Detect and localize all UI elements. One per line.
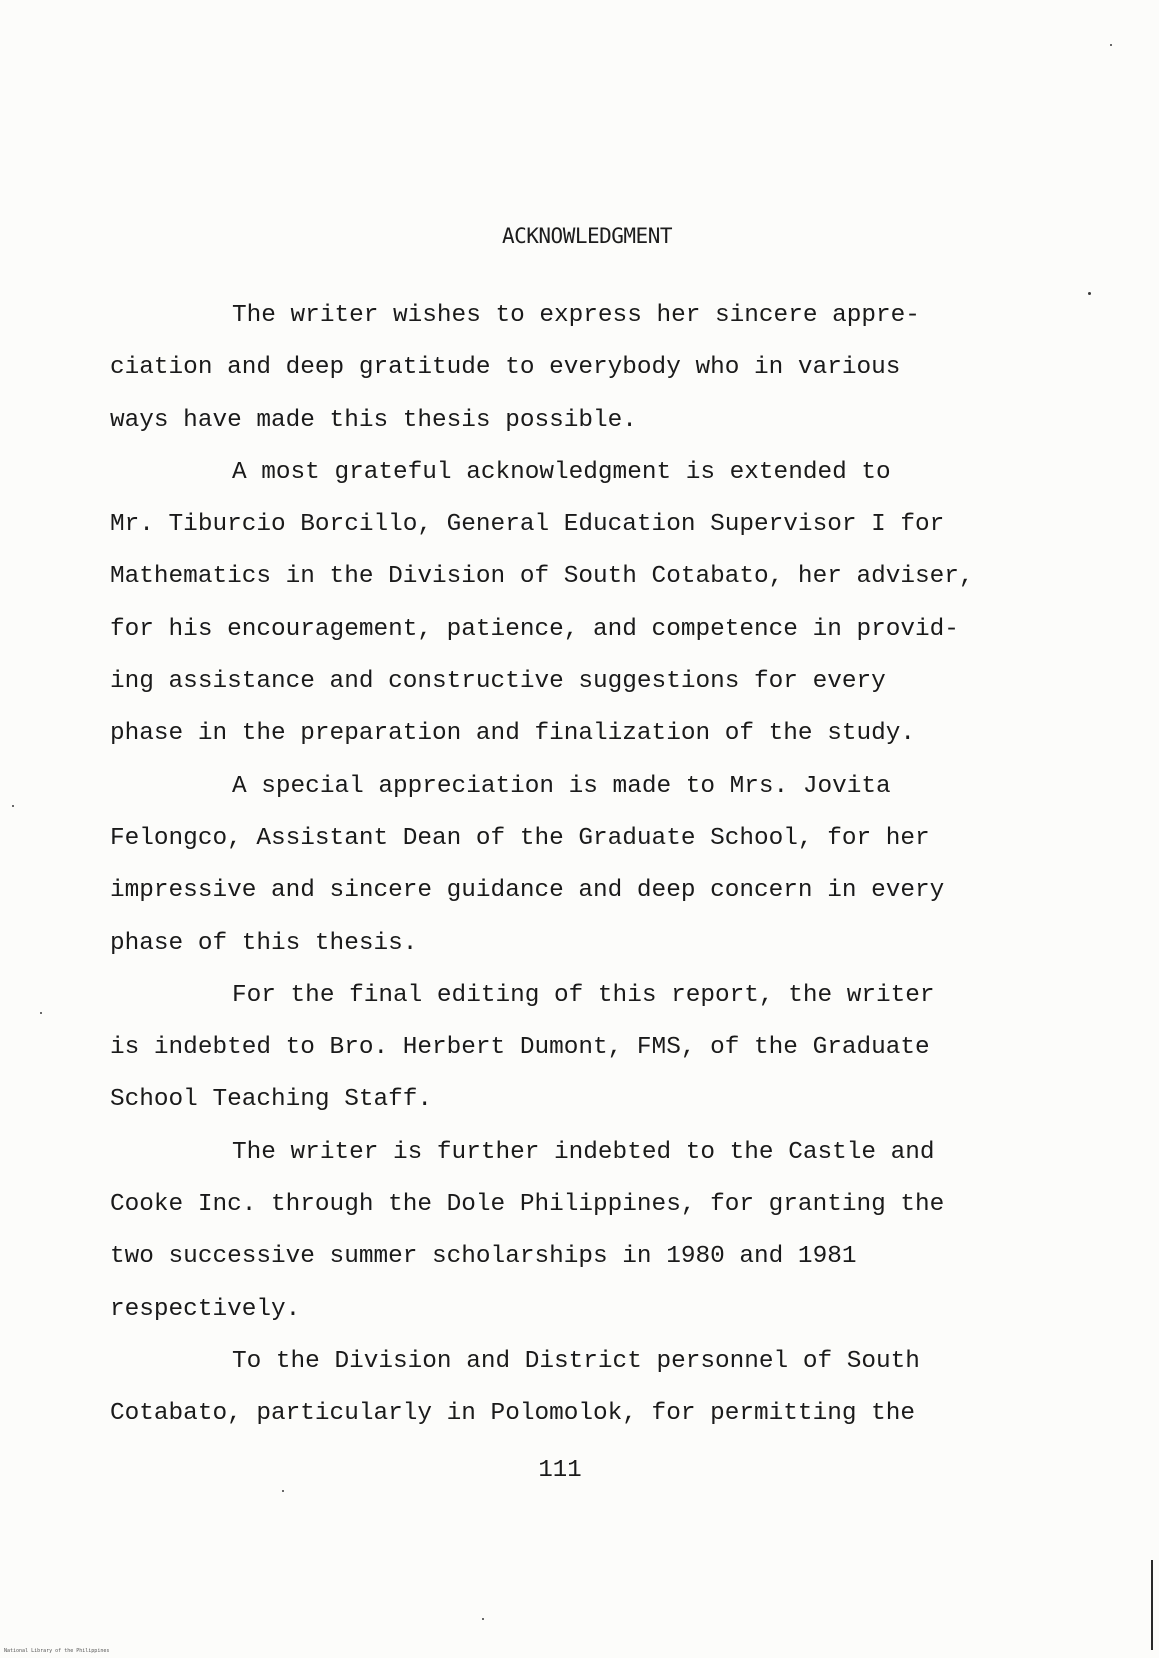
text-line: A special appreciation is made to Mrs. Jovita [232,772,891,800]
text-line: for his encouragement, patience, and competence in provid- [110,615,959,643]
text-line: ing assistance and constructive suggestions for every [110,668,886,696]
scan-speck [1088,292,1091,295]
text-line: respectively. [110,1295,301,1323]
text-line: is indebted to Bro. Herbert Dumont, FMS, of the Graduate [110,1034,930,1062]
text-line: phase of this thesis. [110,929,418,957]
text-line: Mathematics in the Division of South Cotabato, her adviser, [110,563,974,591]
text-line: impressive and sincere guidance and deep concern in every [110,877,945,905]
acknowledgment-body [110,290,1050,1441]
scan-speck [40,1012,42,1014]
scan-speck [482,1618,484,1620]
text-line: two successive summer scholarships in 1980 and 1981 [110,1243,857,1271]
text-line: School Teaching Staff. [110,1086,433,1114]
library-footer-mark: National Library of the Philippines [4,1648,110,1654]
text-line: To the Division and District personnel of South [232,1347,920,1375]
text-line: phase in the preparation and finalization of the study. [110,720,916,748]
scan-speck [282,1490,284,1492]
text-line: A most grateful acknowledgment is extended to [232,458,891,486]
page-number: 111 [538,1457,582,1484]
scan-speck [1110,44,1112,46]
page-title: ACKNOWLEDGMENT [501,224,672,248]
text-line: Cotabato, particularly in Polomolok, for permitting the [110,1400,916,1428]
text-line: Cooke Inc. through the Dole Philippines, for granting the [110,1191,945,1219]
text-line: ways have made this thesis possible. [110,406,637,434]
text-line: The writer is further indebted to the Castle and [232,1138,935,1166]
text-line: The writer wishes to express her sincere appre- [232,302,920,329]
text-line: For the final editing of this report, the writer [232,981,935,1009]
text-line: ciation and deep gratitude to everybody who in various [110,354,901,382]
scan-edge-line [1151,1560,1153,1650]
text-line: Mr. Tiburcio Borcillo, General Education Supervisor I for [110,511,945,539]
text-line: Felongco, Assistant Dean of the Graduate School, for her [110,824,930,852]
scan-speck [12,805,14,807]
